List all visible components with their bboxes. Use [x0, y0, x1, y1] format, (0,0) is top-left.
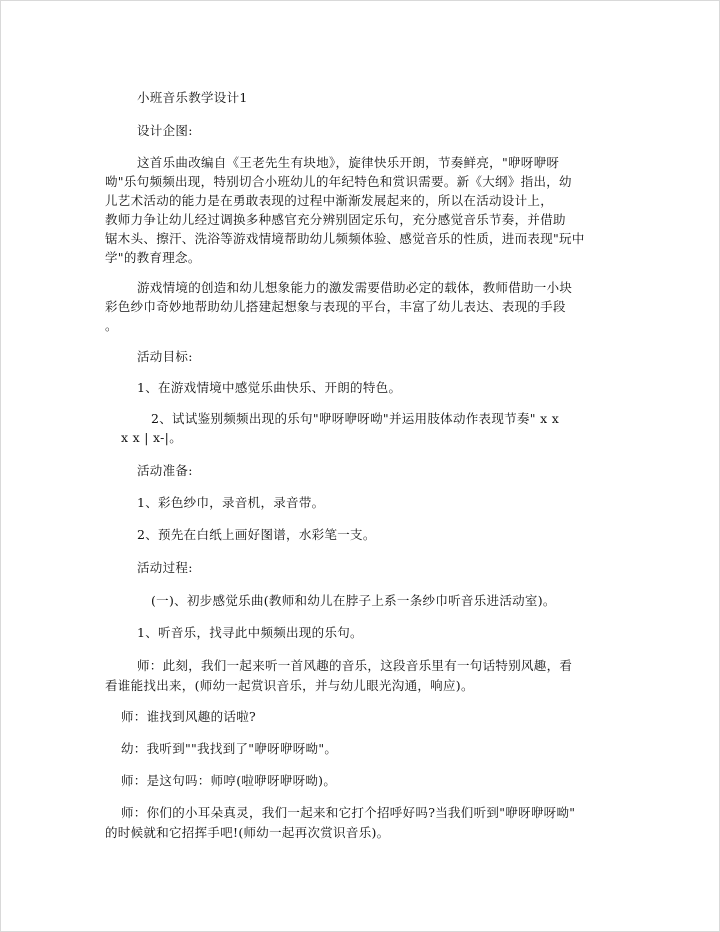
paragraph-line: 锯木头、擦汗、洗浴等游戏情境帮助幼儿频频体验、感觉音乐的性质，进而表现"玩中 [105, 231, 585, 246]
dialog-line: 师：谁找到风趣的话啦? [121, 709, 257, 724]
dialog-line: 师：是这句吗：师哼(啦咿呀咿呀呦)。 [121, 773, 337, 788]
goal-item: 1、在游戏情境中感觉乐曲快乐、开朗的特色。 [137, 380, 402, 395]
paragraph-line: 学"的教育理念。 [105, 250, 201, 265]
dialog-line: 的时候就和它招挥手吧!(师幼一起再次赏识音乐)。 [105, 825, 390, 840]
intent-heading: 设计企图: [137, 123, 193, 138]
process-step: 1、听音乐，找寻此中频频出现的乐句。 [137, 625, 363, 640]
process-heading: 活动过程: [137, 560, 193, 575]
paragraph-line: 呦"乐句频频出现，特别切合小班幼儿的年纪特色和赏识需要。新《大纲》指出，幼 [105, 174, 572, 189]
paragraph-line: 教师力争让幼儿经过调换多种感官充分辨别固定乐句，充分感觉音乐节奏，并借助 [105, 212, 566, 227]
goal-item-continued: x x | x-|。 [121, 430, 182, 445]
prep-item: 1、彩色纱巾，录音机，录音带。 [137, 495, 325, 510]
dialog-line: 幼：我听到""我找到了"咿呀咿呀呦"。 [121, 741, 338, 756]
paragraph-line: 游戏情境的创造和幼儿想象能力的激发需要借助必定的载体，教师借助一小块 [137, 280, 573, 295]
document-title: 小班音乐教学设计1 [137, 90, 248, 105]
process-subheading: (一)、初步感觉乐曲(教师和幼儿在脖子上系一条纱巾听音乐进活动室)。 [151, 593, 556, 608]
prep-heading: 活动准备: [137, 463, 193, 478]
paragraph-line: 。 [105, 318, 118, 333]
paragraph-line: 这首乐曲改编自《王老先生有块地》，旋律快乐开朗，节奏鲜亮，"咿呀咿呀 [137, 155, 560, 170]
paragraph-line: 彩色纱巾奇妙地帮助幼儿搭建起想象与表现的平台，丰富了幼儿表达、表现的手段 [105, 299, 566, 314]
goals-heading: 活动目标: [137, 349, 193, 364]
dialog-line: 看谁能找出来，(师幼一起赏识音乐，并与幼儿眼光沟通，响应)。 [105, 678, 474, 693]
prep-item: 2、预先在白纸上画好图谱，水彩笔一支。 [137, 527, 376, 542]
dialog-line: 师：你们的小耳朵真灵，我们一起来和它打个招呼好吗?当我们听到"咿呀咿呀呦" [121, 805, 576, 820]
goal-item: 2、试试鉴别频频出现的乐句"咿呀咿呀呦"并运用肢体动作表现节奏" x x [151, 411, 560, 426]
dialog-line: 师：此刻，我们一起来听一首风趣的音乐，这段音乐里有一句话特别风趣，看 [137, 658, 573, 673]
paragraph-line: 儿艺术活动的能力是在勇敢表现的过程中渐渐发展起来的，所以在活动设计上， [105, 193, 554, 208]
